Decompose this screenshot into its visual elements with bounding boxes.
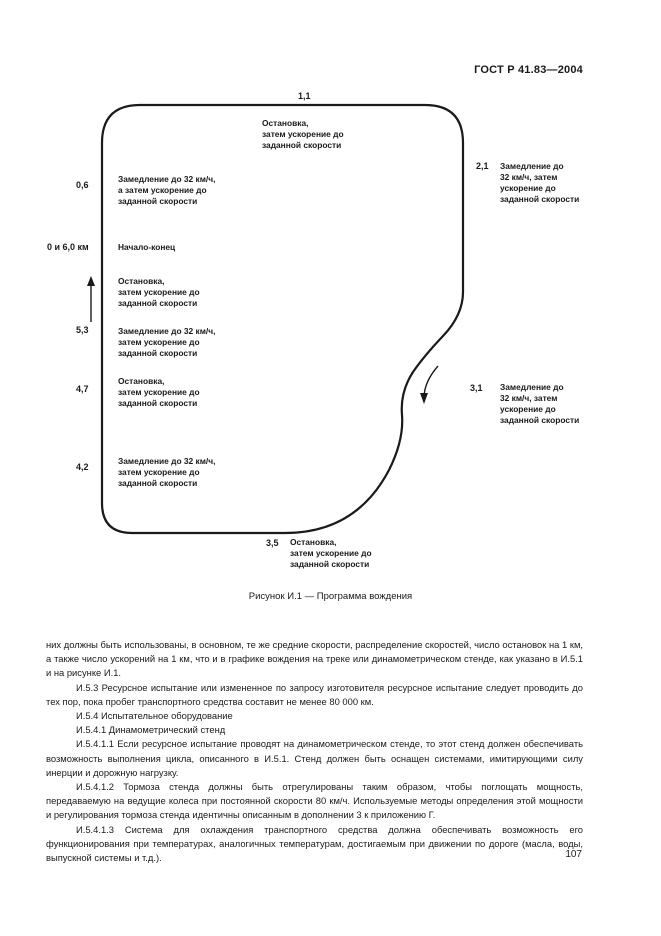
- km-label-3-5: 3,5: [266, 538, 279, 548]
- km-label-0-6: 0,6: [76, 180, 89, 190]
- label-left-4-7: Остановка, затем ускорение до заданной скорости: [118, 376, 200, 408]
- paragraph: них должны быть использованы, в основном, те же средние скорости, распределение скоростей, число остановок на 1 км, а также число ускорений на 1 км, что и в графике вождения на треке или динамометрическом стенде, как указано в И.5.1 и на рисунке И.1.: [46, 639, 583, 679]
- km-label-2-1: 2,1: [476, 161, 489, 171]
- paragraph: И.5.3 Ресурсное испытание или измененное по запросу изготовителя ресурсное испытание следует проводить до тех пор, пока пробег транспортного средства составит не менее 80 000 км.: [46, 681, 583, 707]
- figure-caption: Рисунок И.1 — Программа вождения: [248, 591, 413, 602]
- label-left-5-3: Замедление до 32 км/ч, затем ускорение до заданной скорости: [118, 326, 216, 358]
- paragraph: И.5.4.1.1 Если ресурсное испытание проводят на динамометрическом стенде, то этот стенд должен обеспечивать возможность выполнения цикла, описанного в И.5.1. Стенд должен быть оснащен системами, имитирующими силу инерции и дорожную нагрузку.: [46, 738, 583, 778]
- body-text: [46, 638, 583, 865]
- km-label-5-3: 5,3: [76, 325, 89, 335]
- label-left-stop-1: Остановка, затем ускорение до заданной скорости: [118, 276, 200, 308]
- km-label-start: 0 и 6,0 км: [47, 242, 89, 252]
- section-heading: И.5.4.1 Динамометрический стенд: [76, 724, 226, 736]
- label-left-4-2: Замедление до 32 км/ч, затем ускорение до заданной скорости: [118, 456, 216, 488]
- direction-arrow-up-icon: [87, 276, 95, 322]
- km-label-1-1: 1,1: [298, 91, 311, 101]
- direction-arrow-curved-icon: [420, 366, 438, 404]
- paragraph: И.5.4.1.3 Система для охлаждения транспортного средства должна обеспечивать возможность его функционирования при температурах, аналогичных температурам, достигаемым при движении по дороге (масла, воды, выпускной системы и т.д.).: [46, 823, 583, 864]
- page-number: 107: [565, 849, 582, 860]
- paragraph: И.5.4.1.2 Тормоза стенда должны быть отрегулированы таким образом, чтобы поглощать мощность, передаваемую на ведущие колеса при постоянной скорости 80 км/ч. Используемые методы определения этой мощности и регулирования тормоза стенда идентичны описанным в дополнении 3 к приложению Г.: [46, 781, 583, 821]
- label-start-end: Начало-конец: [118, 242, 176, 252]
- label-right-top: Замедление до 32 км/ч, затем ускорение до заданной скорости: [500, 161, 580, 204]
- label-bottom-stop: Остановка, затем ускорение до заданной скорости: [290, 537, 372, 569]
- km-label-4-2: 4,2: [76, 462, 89, 472]
- km-label-4-7: 4,7: [76, 384, 89, 394]
- section-heading: И.5.4 Испытательное оборудование: [76, 710, 233, 722]
- label-right-bottom: Замедление до 32 км/ч, затем ускорение до заданной скорости: [500, 382, 580, 425]
- document-header: ГОСТ Р 41.83—2004: [474, 64, 583, 76]
- label-left-0-6: Замедление до 32 км/ч, а затем ускорение до заданной скорости: [118, 174, 216, 206]
- label-top-stop: Остановка, затем ускорение до заданной скорости: [262, 118, 344, 150]
- km-label-3-1: 3,1: [470, 383, 483, 393]
